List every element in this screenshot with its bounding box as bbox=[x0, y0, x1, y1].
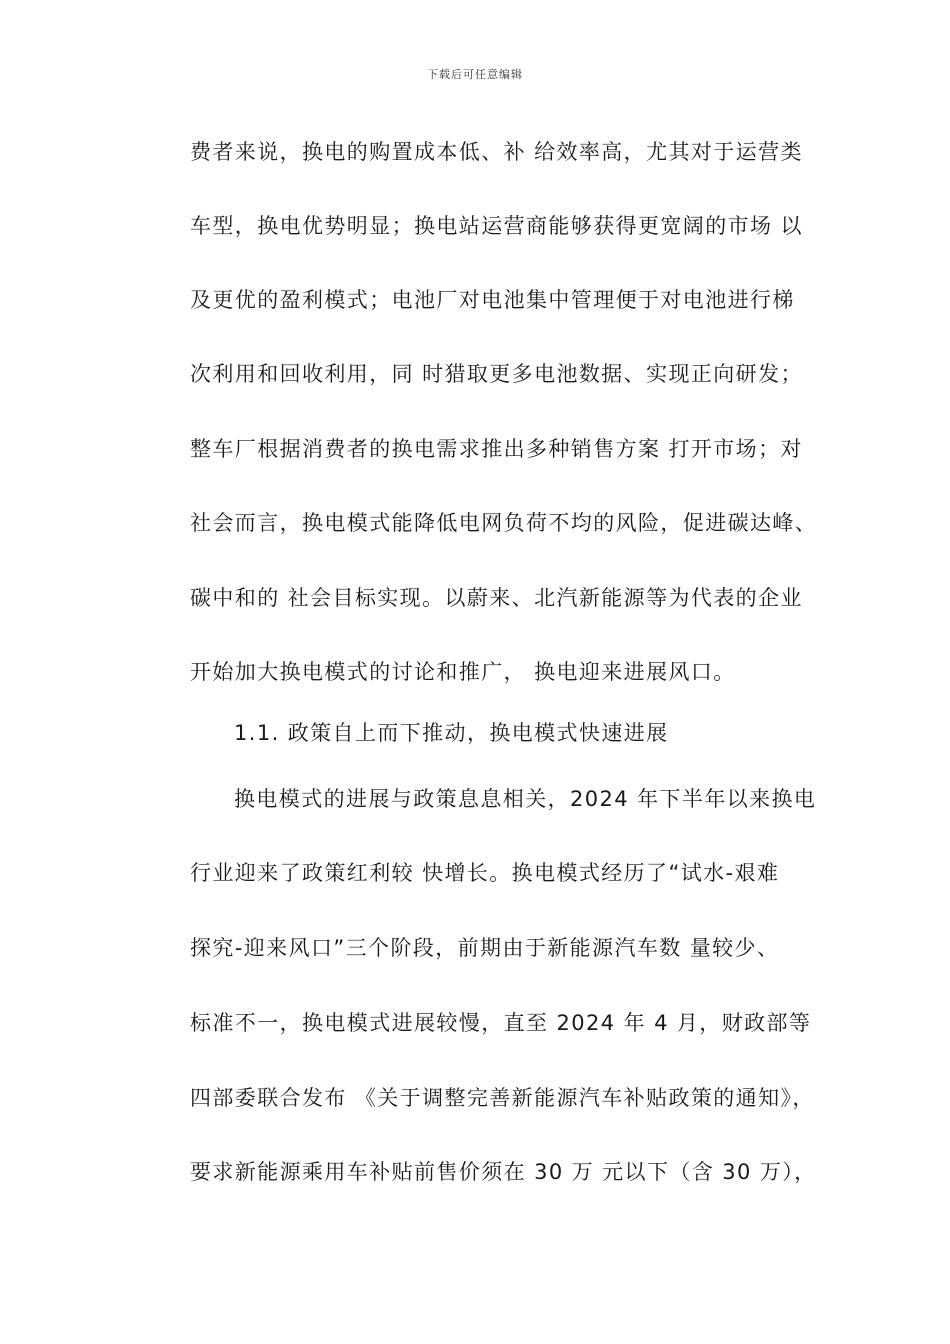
paragraph-line: 车型，换电优势明显；换电站运营商能够获得更宽阔的市场 以 bbox=[190, 214, 803, 238]
paragraph-line: 标准不一，换电模式进展较慢，直至 2024 年 4 月，财政部等 bbox=[190, 1011, 812, 1035]
paragraph-line: 开始加大换电模式的讨论和推广， 换电迎来进展风口。 bbox=[190, 660, 736, 684]
paragraph-line: 碳中和的 社会目标实现。以蔚来、北汽新能源等为代表的企业 bbox=[190, 586, 803, 610]
paragraph-line: 社会而言，换电模式能降低电网负荷不均的风险，促进碳达峰、 bbox=[190, 511, 818, 535]
paragraph-line: 次利用和回收利用，同 时猎取更多电池数据、实现正向研发； bbox=[190, 362, 803, 386]
paragraph-line: 要求新能源乘用车补贴前售价须在 30 万 元以下（含 30 万）， bbox=[190, 1160, 817, 1184]
section-heading: 1.1. 政策自上而下推动，换电模式快速进展 bbox=[234, 721, 669, 745]
paragraph-line: 换电模式的进展与政策息息相关，2024 年下半年以来换电 bbox=[234, 787, 817, 811]
paragraph-line: 行业迎来了政策红利较 快增长。换电模式经历了“试水-艰难 bbox=[190, 861, 780, 885]
page-header: 下载后可任意编辑 bbox=[427, 68, 523, 81]
paragraph-line: 探究-迎来风口”三个阶段，前期由于新能源汽车数 量较少、 bbox=[190, 936, 780, 960]
paragraph-line: 费者来说，换电的购置成本低、补 给效率高，尤其对于运营类 bbox=[190, 140, 803, 164]
paragraph-line: 整车厂根据消费者的换电需求推出多种销售方案 打开市场；对 bbox=[190, 437, 803, 461]
paragraph-line: 四部委联合发布 《关于调整完善新能源汽车补贴政策的通知》， bbox=[190, 1086, 815, 1110]
paragraph-line: 及更优的盈利模式；电池厂对电池集中管理便于对电池进行梯 bbox=[190, 288, 795, 312]
